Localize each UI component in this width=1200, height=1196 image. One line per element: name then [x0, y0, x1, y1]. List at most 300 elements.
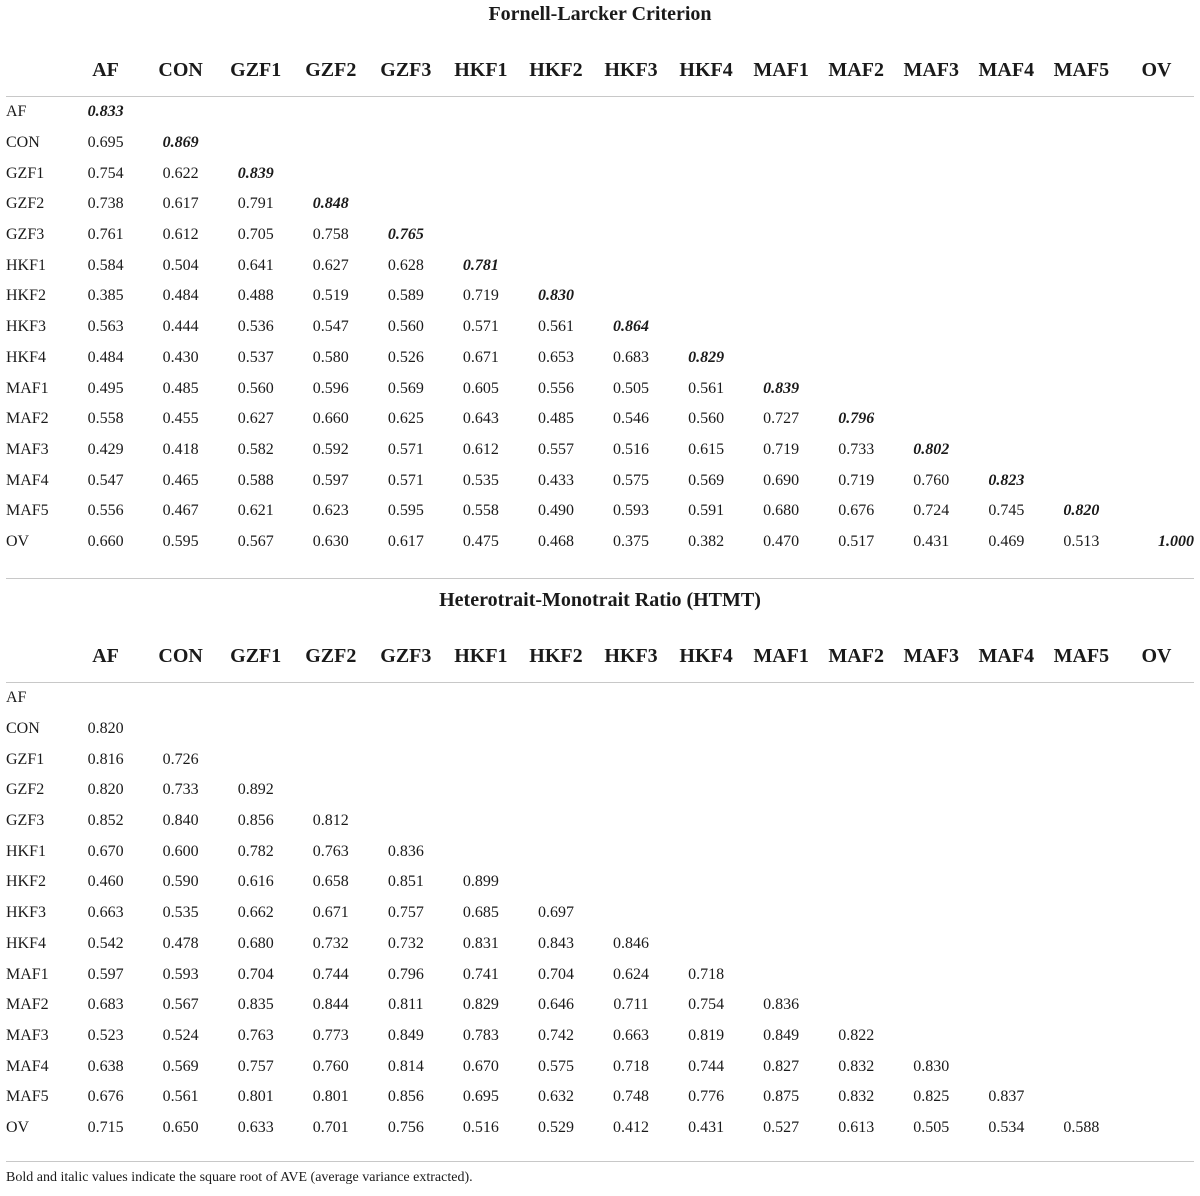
value-cell: 0.825: [913, 1088, 950, 1106]
value-cell: 0.643: [462, 410, 499, 428]
value-cell: 0.660: [312, 410, 349, 428]
empty-cell: [969, 189, 1044, 220]
empty-cell: [669, 744, 744, 775]
value-cell: 0.836: [763, 996, 800, 1014]
value-cell: 0.831: [462, 934, 499, 952]
empty-cell: [969, 867, 1044, 898]
value-cell: 0.433: [537, 471, 574, 489]
column-header: MAF1: [753, 644, 809, 667]
row-label: GZF3: [6, 812, 45, 830]
value-cell: 0.844: [312, 996, 349, 1014]
value-cell: 0.615: [688, 440, 725, 458]
value-cell: 0.616: [237, 873, 274, 891]
value-cell: 0.519: [312, 287, 349, 305]
empty-cell: [1044, 867, 1119, 898]
value-cell: 0.591: [688, 502, 725, 520]
row-label: HKF4: [6, 934, 47, 952]
value-cell: 0.829: [462, 996, 499, 1014]
empty-cell: [293, 775, 368, 806]
value-cell: 0.569: [387, 379, 424, 397]
value-cell: 0.782: [237, 842, 274, 860]
value-cell: 0.567: [237, 532, 274, 550]
diagonal-cell: 1.000: [1158, 532, 1194, 550]
value-cell: 0.495: [87, 379, 124, 397]
empty-cell: [969, 744, 1044, 775]
value-cell: 0.595: [387, 502, 424, 520]
value-cell: 0.560: [237, 379, 274, 397]
row-label: HKF1: [6, 842, 47, 860]
table-row: [6, 189, 1194, 220]
empty-cell: [1119, 1082, 1194, 1113]
empty-cell: [969, 683, 1044, 714]
empty-cell: [669, 836, 744, 867]
value-cell: 0.633: [237, 1118, 274, 1136]
table-row: [6, 128, 1194, 159]
value-cell: 0.638: [87, 1057, 124, 1075]
row-label: MAF4: [6, 471, 49, 489]
value-cell: 0.816: [87, 750, 124, 768]
empty-cell: [443, 128, 518, 159]
value-cell: 0.733: [162, 781, 199, 799]
column-header: HKF4: [679, 58, 733, 81]
empty-cell: [819, 158, 894, 189]
value-cell: 0.475: [462, 532, 499, 550]
empty-cell: [969, 775, 1044, 806]
value-cell: 0.744: [688, 1057, 725, 1075]
value-cell: 0.676: [838, 502, 875, 520]
value-cell: 0.595: [162, 532, 199, 550]
value-cell: 0.535: [162, 904, 199, 922]
empty-cell: [894, 836, 969, 867]
value-cell: 0.569: [162, 1057, 199, 1075]
empty-cell: [1044, 435, 1119, 466]
value-cell: 0.569: [688, 471, 725, 489]
column-header: HKF4: [679, 644, 733, 667]
value-cell: 0.575: [537, 1057, 574, 1075]
htmt-table: [6, 630, 1194, 1143]
empty-cell: [293, 744, 368, 775]
value-cell: 0.431: [913, 532, 950, 550]
empty-cell: [894, 744, 969, 775]
value-cell: 0.470: [763, 532, 800, 550]
empty-cell: [593, 683, 668, 714]
value-cell: 0.801: [237, 1088, 274, 1106]
empty-cell: [218, 683, 293, 714]
empty-cell: [1044, 683, 1119, 714]
empty-cell: [518, 744, 593, 775]
value-cell: 0.822: [838, 1026, 875, 1044]
diagonal-cell: 0.869: [162, 134, 199, 152]
row-label: HKF3: [6, 904, 47, 922]
value-cell: 0.726: [162, 750, 199, 768]
empty-cell: [819, 281, 894, 312]
empty-cell: [744, 714, 819, 745]
empty-cell: [593, 128, 668, 159]
row-label: MAF5: [6, 502, 49, 520]
diagonal-cell: 0.765: [387, 226, 424, 244]
empty-cell: [969, 1051, 1044, 1082]
table-row: [6, 1021, 1194, 1052]
empty-cell: [744, 744, 819, 775]
column-header: MAF4: [978, 58, 1035, 81]
value-cell: 0.546: [613, 410, 650, 428]
empty-cell: [368, 744, 443, 775]
value-cell: 0.695: [462, 1088, 499, 1106]
empty-cell: [593, 898, 668, 929]
column-header: GZF2: [305, 58, 357, 81]
footnote: Bold and italic values indicate the square root of AVE (average variance extracted).: [6, 1170, 473, 1185]
value-cell: 0.623: [312, 502, 349, 520]
diagonal-cell: 0.781: [462, 256, 499, 274]
value-cell: 0.745: [988, 502, 1025, 520]
empty-cell: [969, 343, 1044, 374]
empty-cell: [744, 343, 819, 374]
empty-cell: [969, 435, 1044, 466]
empty-cell: [744, 867, 819, 898]
empty-cell: [368, 806, 443, 837]
value-cell: 0.597: [87, 965, 124, 983]
empty-cell: [518, 250, 593, 281]
column-header: GZF3: [380, 644, 432, 667]
empty-cell: [143, 97, 218, 128]
table-row: [6, 97, 1194, 128]
value-cell: 0.567: [162, 996, 199, 1014]
value-cell: 0.663: [87, 904, 124, 922]
value-cell: 0.650: [162, 1118, 199, 1136]
value-cell: 0.671: [312, 904, 349, 922]
empty-cell: [1044, 189, 1119, 220]
value-cell: 0.742: [537, 1026, 574, 1044]
value-cell: 0.575: [613, 471, 650, 489]
empty-cell: [1044, 714, 1119, 745]
empty-cell: [669, 714, 744, 745]
empty-cell: [368, 189, 443, 220]
value-cell: 0.563: [87, 318, 124, 336]
empty-cell: [1119, 867, 1194, 898]
empty-cell: [368, 128, 443, 159]
empty-cell: [744, 806, 819, 837]
row-label: HKF2: [6, 873, 47, 891]
empty-cell: [819, 343, 894, 374]
value-cell: 0.418: [162, 440, 199, 458]
table-row: [6, 990, 1194, 1021]
column-header: CON: [158, 644, 203, 667]
empty-cell: [894, 97, 969, 128]
value-cell: 0.465: [162, 471, 199, 489]
value-cell: 0.535: [462, 471, 499, 489]
empty-cell: [819, 867, 894, 898]
empty-cell: [969, 281, 1044, 312]
row-label: MAF3: [6, 440, 49, 458]
value-cell: 0.899: [462, 873, 499, 891]
empty-cell: [819, 898, 894, 929]
fornell-larcker-title: Fornell-Larcker Criterion: [488, 3, 712, 25]
empty-cell: [819, 312, 894, 343]
empty-cell: [819, 373, 894, 404]
value-cell: 0.484: [87, 348, 124, 366]
value-cell: 0.705: [237, 226, 274, 244]
value-cell: 0.628: [387, 256, 424, 274]
value-cell: 0.560: [688, 410, 725, 428]
value-cell: 0.556: [87, 502, 124, 520]
column-header: GZF3: [380, 58, 432, 81]
value-cell: 0.697: [537, 904, 574, 922]
empty-cell: [518, 867, 593, 898]
empty-cell: [518, 714, 593, 745]
value-cell: 0.561: [537, 318, 574, 336]
row-label: HKF3: [6, 318, 47, 336]
empty-cell: [518, 189, 593, 220]
empty-cell: [593, 97, 668, 128]
diagonal-cell: 0.802: [913, 440, 950, 458]
value-cell: 0.719: [838, 471, 875, 489]
table-row: [6, 1113, 1194, 1144]
value-cell: 0.488: [237, 287, 274, 305]
column-header: OV: [1141, 58, 1172, 81]
column-header: GZF2: [305, 644, 357, 667]
empty-cell: [1119, 158, 1194, 189]
table-row: [6, 959, 1194, 990]
empty-cell: [1044, 343, 1119, 374]
value-cell: 0.632: [537, 1088, 574, 1106]
column-header: HKF1: [454, 58, 508, 81]
value-cell: 0.812: [312, 812, 349, 830]
empty-cell: [1044, 250, 1119, 281]
empty-cell: [368, 683, 443, 714]
value-cell: 0.592: [312, 440, 349, 458]
empty-cell: [1119, 775, 1194, 806]
value-cell: 0.617: [162, 195, 199, 213]
value-cell: 0.704: [237, 965, 274, 983]
empty-cell: [1119, 683, 1194, 714]
value-cell: 0.571: [387, 440, 424, 458]
value-cell: 0.683: [613, 348, 650, 366]
table-row: [6, 775, 1194, 806]
value-cell: 0.504: [162, 256, 199, 274]
value-cell: 0.738: [87, 195, 124, 213]
empty-cell: [969, 836, 1044, 867]
table-row: [6, 1051, 1194, 1082]
empty-cell: [744, 97, 819, 128]
column-header: MAF3: [903, 58, 960, 81]
value-cell: 0.460: [87, 873, 124, 891]
empty-cell: [969, 312, 1044, 343]
empty-cell: [894, 281, 969, 312]
empty-cell: [1044, 836, 1119, 867]
column-header: HKF3: [604, 58, 658, 81]
value-cell: 0.617: [387, 532, 424, 550]
value-cell: 0.429: [87, 440, 124, 458]
empty-cell: [969, 806, 1044, 837]
corner-cell: [6, 630, 68, 683]
value-cell: 0.814: [387, 1057, 424, 1075]
value-cell: 0.763: [237, 1026, 274, 1044]
empty-cell: [518, 683, 593, 714]
empty-cell: [1044, 158, 1119, 189]
value-cell: 0.596: [312, 379, 349, 397]
value-cell: 0.715: [87, 1118, 124, 1136]
row-label: GZF1: [6, 164, 45, 182]
row-label: OV: [6, 1118, 30, 1136]
empty-cell: [669, 312, 744, 343]
column-header: OV: [1141, 644, 1172, 667]
empty-cell: [894, 189, 969, 220]
empty-cell: [669, 929, 744, 960]
row-label: AF: [6, 689, 27, 707]
row-label: MAF2: [6, 410, 49, 428]
empty-cell: [593, 220, 668, 251]
value-cell: 0.719: [462, 287, 499, 305]
diagonal-cell: 0.839: [237, 164, 274, 182]
table-row: [6, 250, 1194, 281]
value-cell: 0.646: [537, 996, 574, 1014]
value-cell: 0.485: [162, 379, 199, 397]
value-cell: 0.517: [838, 532, 875, 550]
empty-cell: [518, 128, 593, 159]
column-header: MAF1: [753, 58, 809, 81]
value-cell: 0.676: [87, 1088, 124, 1106]
diagonal-cell: 0.864: [613, 318, 650, 336]
value-cell: 0.556: [537, 379, 574, 397]
value-cell: 0.490: [537, 502, 574, 520]
row-label: HKF1: [6, 256, 47, 274]
empty-cell: [293, 158, 368, 189]
empty-cell: [593, 867, 668, 898]
empty-cell: [518, 158, 593, 189]
value-cell: 0.680: [237, 934, 274, 952]
value-cell: 0.653: [537, 348, 574, 366]
empty-cell: [969, 250, 1044, 281]
empty-cell: [218, 714, 293, 745]
value-cell: 0.830: [913, 1057, 950, 1075]
value-cell: 0.756: [387, 1118, 424, 1136]
value-cell: 0.613: [838, 1118, 875, 1136]
empty-cell: [518, 775, 593, 806]
empty-cell: [894, 343, 969, 374]
diagonal-cell: 0.848: [312, 195, 349, 213]
empty-cell: [744, 158, 819, 189]
empty-cell: [894, 220, 969, 251]
empty-cell: [969, 220, 1044, 251]
empty-cell: [669, 281, 744, 312]
empty-cell: [969, 373, 1044, 404]
row-label: MAF3: [6, 1026, 49, 1044]
empty-cell: [1119, 220, 1194, 251]
empty-cell: [744, 683, 819, 714]
column-header: HKF2: [529, 58, 583, 81]
row-label: MAF1: [6, 379, 49, 397]
row-label: GZF1: [6, 750, 45, 768]
empty-cell: [969, 158, 1044, 189]
value-cell: 0.704: [537, 965, 574, 983]
empty-cell: [894, 404, 969, 435]
empty-cell: [894, 714, 969, 745]
empty-cell: [293, 683, 368, 714]
table-row: [6, 404, 1194, 435]
row-label: MAF4: [6, 1057, 49, 1075]
empty-cell: [1044, 806, 1119, 837]
row-label: GZF2: [6, 781, 45, 799]
value-cell: 0.537: [237, 348, 274, 366]
empty-cell: [669, 867, 744, 898]
value-cell: 0.468: [537, 532, 574, 550]
empty-cell: [443, 806, 518, 837]
value-cell: 0.593: [613, 502, 650, 520]
table-row: [6, 683, 1194, 714]
value-cell: 0.527: [763, 1118, 800, 1136]
empty-cell: [1119, 496, 1194, 527]
value-cell: 0.835: [237, 996, 274, 1014]
table-row: [6, 806, 1194, 837]
value-cell: 0.412: [613, 1118, 650, 1136]
empty-cell: [1044, 990, 1119, 1021]
table-row: [6, 158, 1194, 189]
value-cell: 0.683: [87, 996, 124, 1014]
value-cell: 0.561: [688, 379, 725, 397]
value-cell: 0.505: [913, 1118, 950, 1136]
value-cell: 0.524: [162, 1026, 199, 1044]
empty-cell: [819, 744, 894, 775]
empty-cell: [1044, 404, 1119, 435]
empty-cell: [969, 929, 1044, 960]
empty-cell: [669, 128, 744, 159]
empty-cell: [894, 312, 969, 343]
value-cell: 0.557: [537, 440, 574, 458]
table-row: [6, 836, 1194, 867]
value-cell: 0.547: [312, 318, 349, 336]
value-cell: 0.685: [462, 904, 499, 922]
value-cell: 0.744: [312, 965, 349, 983]
empty-cell: [969, 959, 1044, 990]
empty-cell: [819, 714, 894, 745]
value-cell: 0.624: [613, 965, 650, 983]
value-cell: 0.757: [237, 1057, 274, 1075]
value-cell: 0.485: [537, 410, 574, 428]
value-cell: 0.690: [763, 471, 800, 489]
value-cell: 0.701: [312, 1118, 349, 1136]
column-header: AF: [92, 58, 119, 81]
value-cell: 0.754: [688, 996, 725, 1014]
empty-cell: [1119, 128, 1194, 159]
empty-cell: [1044, 1051, 1119, 1082]
empty-cell: [744, 281, 819, 312]
table-row: [6, 220, 1194, 251]
empty-cell: [1044, 775, 1119, 806]
empty-cell: [293, 714, 368, 745]
empty-cell: [518, 97, 593, 128]
value-cell: 0.843: [537, 934, 574, 952]
value-cell: 0.892: [237, 781, 274, 799]
empty-cell: [218, 744, 293, 775]
empty-cell: [894, 158, 969, 189]
empty-cell: [1044, 465, 1119, 496]
empty-cell: [1119, 373, 1194, 404]
value-cell: 0.819: [688, 1026, 725, 1044]
empty-cell: [969, 714, 1044, 745]
value-cell: 0.658: [312, 873, 349, 891]
table-row: [6, 343, 1194, 374]
value-cell: 0.662: [237, 904, 274, 922]
column-header: MAF5: [1053, 58, 1110, 81]
empty-cell: [1119, 281, 1194, 312]
empty-cell: [293, 128, 368, 159]
value-cell: 0.444: [162, 318, 199, 336]
table-row: [6, 496, 1194, 527]
value-cell: 0.760: [913, 471, 950, 489]
empty-cell: [1119, 343, 1194, 374]
empty-cell: [368, 714, 443, 745]
value-cell: 0.856: [237, 812, 274, 830]
